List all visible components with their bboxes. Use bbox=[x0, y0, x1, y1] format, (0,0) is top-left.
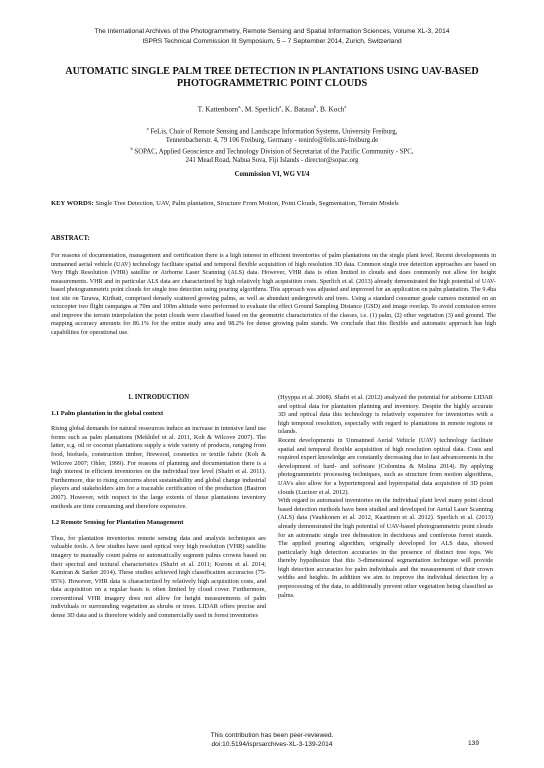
author-2-mark: a bbox=[279, 104, 282, 109]
subsection-title-1-2: 1.2 Remote Sensing for Plantation Management bbox=[51, 519, 184, 527]
author-list bbox=[0, 104, 544, 113]
affiliation-b-line-2: 241 Mead Road, Nabua Suva, Fiji Islands - director@sopac.org bbox=[185, 157, 359, 165]
author-3-mark: b bbox=[314, 104, 317, 109]
keywords-label: KEY WORDS: bbox=[51, 200, 94, 207]
affiliation-b bbox=[90, 144, 454, 165]
page-number: 139 bbox=[468, 740, 480, 747]
affiliation-b-mark: b bbox=[130, 146, 133, 151]
author-1-mark: a, bbox=[238, 104, 242, 109]
paragraph: Thus, for plantation inventories remote sensing data and analysis techniques are valuable tools. A few studies have used optical very high resolution (VHR) satellite imagery to manually count palms or automatically segment palms crowns based on their spectral and textural characteristics (Shafri et al. 2011; Korom et al. 2014; Kamiran & Sarker 2014). These studies achieved high classification accuracies (75-95%). However, VHR data is characterized by relatively high acquisition costs, and data acquisition on a regular basis is often limited by cloud cover. Furthermore, conventional VHR imagery does not allow for height measurements of palm individuals or surrounding vegetation as shrubs or trees. LIDAR offers precise and dense 3D data and is therefore widely and commercially used in forest inventories bbox=[51, 534, 266, 620]
paragraph: Recent developments in Unmanned Aerial Vehicle (UAV) technology facilitate spatial and temporal flexible acquisition of high resolution optical data. Costs and required expert knowledge are constantly decreasing due to fast advancements in the development of hard- and software (Colomina & Molina 2014). By applying photogrammetric processing techniques, such as structure from motion algorithms, UAVs also allow for a hypertemporal and hyperspatial data acquistion of 3D point clouds (Lucieer et al. 2012). bbox=[278, 436, 493, 496]
author-1: T. Kattenborn bbox=[197, 104, 239, 114]
affiliation-b-line-1 bbox=[90, 144, 454, 156]
affiliation-a-line-2: Tennenbacherstr. 4, 79 106 Freiburg, Germany - teninfo@felis.uni-freiburg.de bbox=[165, 137, 379, 145]
header-line-2: ISPRS Technical Commission III Symposium, 5 – 7 September 2014, Zurich, Switzerland bbox=[142, 38, 402, 45]
footer-peer-review: This contribution has been peer-reviewed. bbox=[210, 732, 334, 739]
affiliation-a-text-1: FeLis, Chair of Remote Sensing and Landscape Information Systems, University Freiburg, bbox=[150, 128, 398, 136]
abstract-body: For reasons of documentation, management and certification there is a high interest in efficient inventories of palm plantations on the single plant level. Recent developments in unmanned aerial vehicle (UAV) technology facilitate spatial and temporal flexible acquisition of high resolution 3D data. Common single tree detection approaches are based on Very High Resolution (VHR) satellite or Airborne Laser Scanning (ALS) data. However, VHR data is often limited to clouds and does commonly not allow for height measurements. VHR and in particular ALS data are characterized by high relatively high acquisition costs. Sperlich et al. (2013) already demonstrated the high potential of UAV-based photogrammetric point clouds for single tree detection using pouring algorithms. This approach was adjusted and improved for an application on palm plantation. The 9.4ha test site on Tarawa, Kiribati, comprised densely scattered growing palms, as well as abundant undergrowth and trees. Using a standard consumer grade camera mounted on an octocopter two flight campaigns at 70m and 100m altitude were performed to evaluate the effect Ground Sampling Distance (GSD) and image overlap. To avoid comission errors and improve the terrain interpolation the point clouds were classified based on the geometric characteristics of the classes, i.e. (1) palm, (2) other vegetation (3) and ground. The mapping accuracy amounts for 86.1% for the entire study area and 98.2% for dense growing palm stands. We conclude that this flexible and automatic approach has high capabilities for operational use. bbox=[51, 252, 496, 336]
left-column bbox=[51, 394, 266, 621]
affiliation-a bbox=[90, 124, 454, 145]
commission-label: Commission VI, WG VI/4 bbox=[234, 171, 310, 178]
header-line-1: The International Archives of the Photogrammetry, Remote Sensing and Spatial Information Sciences, Volume XL-3, 2014 bbox=[94, 28, 450, 35]
paper-title bbox=[48, 66, 496, 89]
right-column bbox=[278, 394, 493, 600]
title-line-1: AUTOMATIC SINGLE PALM TREE DETECTION IN PLANTATIONS USING UAV-BASED bbox=[65, 66, 479, 77]
title-line-2: PHOTOGRAMMETRIC POINT CLOUDS bbox=[176, 77, 368, 89]
affiliation-b-text-1: SOPAC, Applied Geoscience and Technology Division of Secretariat of the Pacific Community - SPC, bbox=[134, 148, 414, 156]
keywords bbox=[51, 200, 501, 207]
abstract-heading: ABSTRACT: bbox=[51, 235, 90, 242]
paragraph: With regard to automated inventories on the individual plant level many point cloud based detection methods have been studied and developed for Aerial Laser Scanning (ALS) data (Vauhkonen et al. 2012, Kaartinen et al. 2012). Sperlich et al. (2013) already demonstrated the high potential of UAV-based photogrammetric point clouds for an automatic single tree delineation in deciduous and coniferous forest stands. The applied pouring algorithm, originally developed for ALS data, showed particularly high detection accuracies in the presence of distinct tree tops. We thereby hypothesize that this 3-dimensional segmentation technique will provide high detection accuracies for palm individuals and the measurement of their crown widths and heights. In addition we aim to improve the individual detection by a preprocessing of the data, to additionally prevent other vegetation being classified as palms. bbox=[278, 497, 493, 599]
author-4-mark: a bbox=[344, 104, 347, 109]
author-4: , B. Koch bbox=[316, 104, 345, 114]
paragraph: (Hyyppa et al. 2008). Shafri et al. (2012) analyzed the potential for airborne LIDAR and optical data for plantation planning and inventory. Despite the highly accurate 3D and optical data this technology is relatively expensive for inventories with a high temporal resolution, especially with regard to plantations in remote regions or islands. bbox=[278, 394, 493, 436]
subsection-title-1-1: 1.1 Palm plantation in the global context bbox=[51, 409, 164, 417]
affiliation-a-line-1 bbox=[90, 124, 454, 136]
affiliation-a-mark: a bbox=[146, 126, 149, 131]
page-footer bbox=[0, 731, 544, 749]
section-title-introduction: 1. INTRODUCTION bbox=[127, 394, 190, 401]
author-3: , K. Bataua bbox=[281, 104, 315, 114]
running-header bbox=[0, 27, 544, 47]
author-2: , M. Sperlich bbox=[241, 104, 280, 114]
paragraph: Rising global demands for natural ressources induce an increase in intensive land use forms such as palm plantations (Mekhilef et al. 2011, Koh & Wilcove 2007). The latter, e.g. oil or coconut plantations supply a wide variety of products, ranging from food, biofuels, construction timber, firewood, cosmetics or textile fabric (Koh & Wilcove 2007; Ohler, 1999). For reasons of planning and documentation there is a high interest in efficient inventories on the individual tree level (Shafri et al. 2011). Furthermore, due to rising concerns about sustainability and global change industrial players and stakeholders aim for a traceable certification of the production (Basiron 2007). However, with respect to the large extents of those plantations inventory methods are time consuming and therefore expensive. bbox=[51, 425, 266, 510]
footer-doi[interactable]: doi:10.5194/isprsarchives-XL-3-139-2014 bbox=[211, 741, 333, 748]
keywords-text: Single Tree Detection, UAV, Palm plantation, Structure From Motion, Point Clouds, Segmentation, Terrain Models bbox=[95, 200, 399, 207]
